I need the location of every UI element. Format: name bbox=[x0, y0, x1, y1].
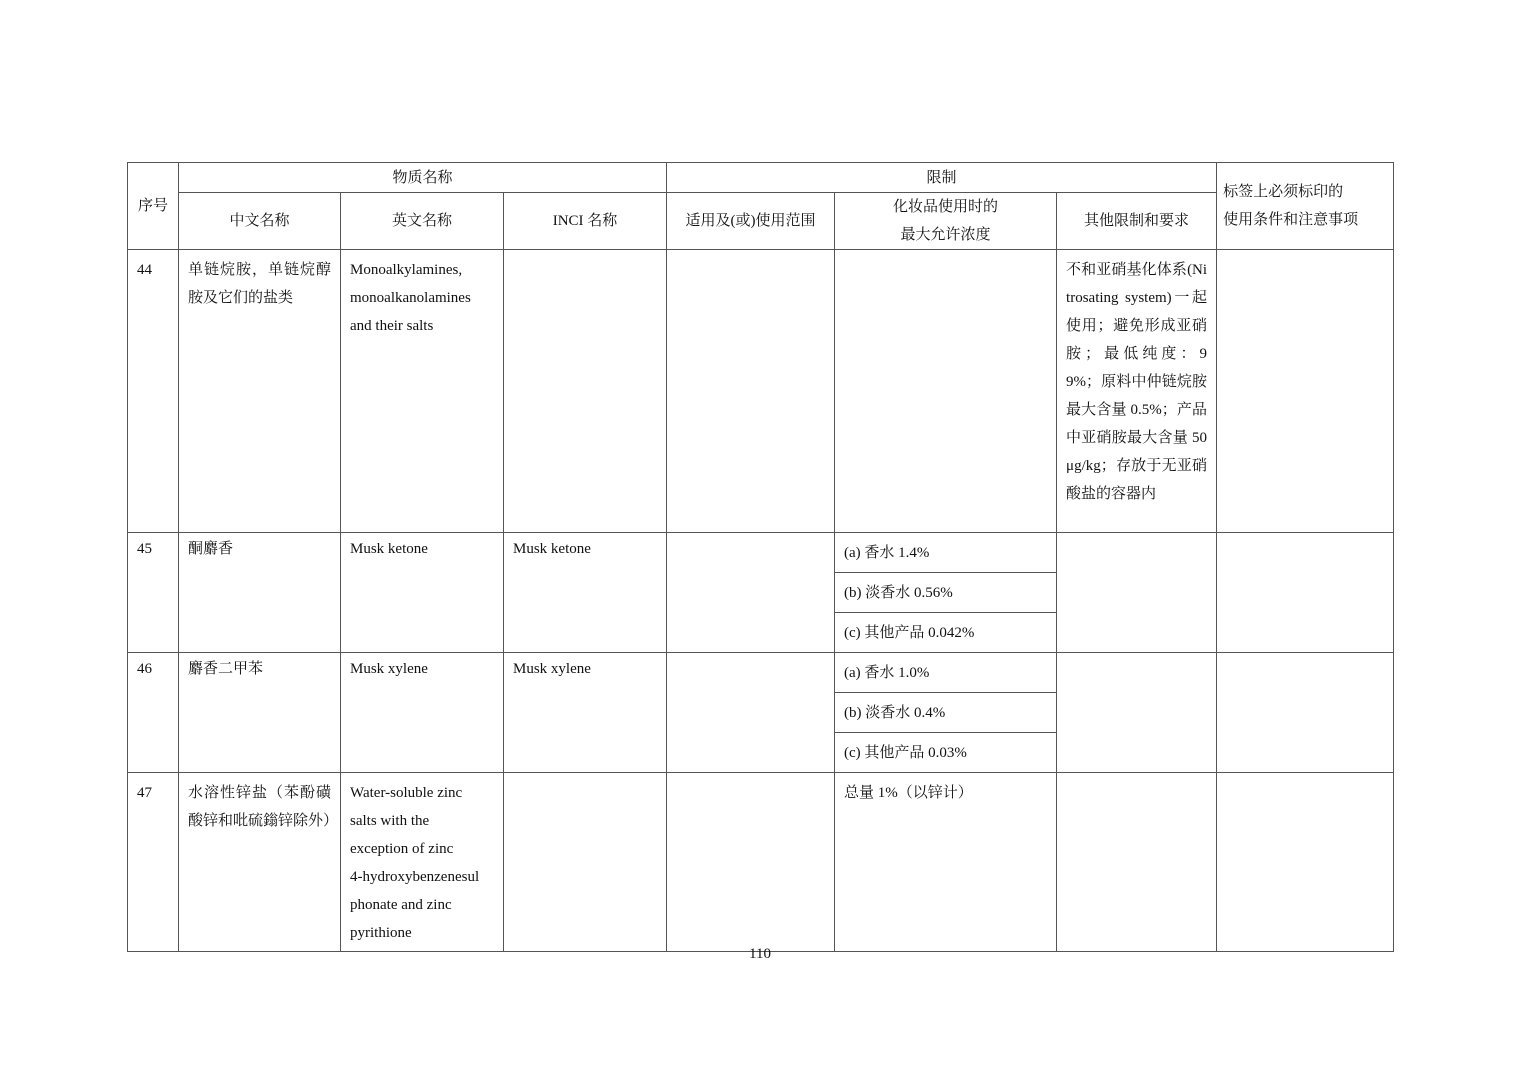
cell-other-limits bbox=[1057, 653, 1217, 773]
table-header-row-2 bbox=[128, 193, 1394, 250]
header-max-concentration bbox=[835, 193, 1057, 250]
cell-english-name: Musk xylene bbox=[341, 653, 504, 773]
table-row bbox=[128, 250, 1394, 533]
cell-chinese-name: 麝香二甲苯 bbox=[179, 653, 341, 773]
cell-max-concentration: (a) 香水 1.0% bbox=[835, 653, 1057, 693]
cell-max-concentration: (a) 香水 1.4% bbox=[835, 533, 1057, 573]
header-other-limits: 其他限制和要求 bbox=[1057, 193, 1217, 250]
header-label-warnings-line-2: 使用条件和注意事项 bbox=[1223, 212, 1359, 228]
header-max-conc-line-1: 化妆品使用时的 bbox=[893, 199, 999, 215]
cell-label-warnings bbox=[1217, 653, 1394, 773]
cell-chinese-name: 单链烷胺，单链烷醇胺及它们的盐类 bbox=[179, 250, 341, 533]
cell-scope bbox=[667, 533, 835, 653]
header-english-name: 英文名称 bbox=[341, 193, 504, 250]
table-header-row-1 bbox=[128, 163, 1394, 193]
cell-chinese-name: 水溶性锌盐（苯酚磺酸锌和吡硫鎓锌除外） bbox=[179, 773, 341, 952]
cell-max-concentration: (c) 其他产品 0.03% bbox=[835, 733, 1057, 773]
cell-chinese-name: 酮麝香 bbox=[179, 533, 341, 653]
header-inci-name: INCI 名称 bbox=[504, 193, 667, 250]
english-name-line: and their salts bbox=[350, 318, 434, 334]
regulation-table-container bbox=[127, 162, 1393, 952]
cell-label-warnings bbox=[1217, 773, 1394, 952]
header-label-warnings-line-1: 标签上必须标印的 bbox=[1223, 184, 1344, 200]
header-restrictions: 限制 bbox=[667, 163, 1217, 193]
english-name-line: monoalkanolamines bbox=[350, 290, 471, 306]
cell-other-limits bbox=[1057, 533, 1217, 653]
english-name-line: 4-hydroxybenzenesul bbox=[350, 869, 480, 885]
cell-scope bbox=[667, 250, 835, 533]
cell-max-concentration: (b) 淡香水 0.56% bbox=[835, 573, 1057, 613]
header-label-warnings bbox=[1217, 163, 1394, 250]
english-name-line: exception of zinc bbox=[350, 841, 454, 857]
cell-english-name bbox=[341, 250, 504, 533]
cell-max-concentration: 总量 1%（以锌计） bbox=[835, 773, 1057, 952]
cell-max-concentration: (c) 其他产品 0.042% bbox=[835, 613, 1057, 653]
header-chinese-name: 中文名称 bbox=[179, 193, 341, 250]
cell-no: 46 bbox=[128, 653, 179, 773]
cell-no: 44 bbox=[128, 250, 179, 533]
cell-english-name bbox=[341, 773, 504, 952]
cell-scope bbox=[667, 653, 835, 773]
header-max-conc-line-2: 最大允许浓度 bbox=[900, 227, 991, 243]
header-seq: 序号 bbox=[128, 163, 179, 250]
header-scope: 适用及(或)使用范围 bbox=[667, 193, 835, 250]
cell-english-name: Musk ketone bbox=[341, 533, 504, 653]
table-row bbox=[128, 533, 1394, 573]
table-row bbox=[128, 653, 1394, 693]
cell-no: 47 bbox=[128, 773, 179, 952]
cell-label-warnings bbox=[1217, 250, 1394, 533]
cell-no: 45 bbox=[128, 533, 179, 653]
cell-label-warnings bbox=[1217, 533, 1394, 653]
cell-inci bbox=[504, 250, 667, 533]
cell-inci bbox=[504, 773, 667, 952]
english-name-line: salts with the bbox=[350, 813, 430, 829]
cell-max-concentration bbox=[835, 250, 1057, 533]
cell-other-limits bbox=[1057, 773, 1217, 952]
cell-scope bbox=[667, 773, 835, 952]
cell-inci: Musk xylene bbox=[504, 653, 667, 773]
english-name-line: Monoalkylamines, bbox=[350, 262, 463, 278]
english-name-line: Water-soluble zinc bbox=[350, 785, 463, 801]
page-number: 110 bbox=[749, 946, 771, 962]
restricted-substances-table bbox=[127, 162, 1394, 952]
english-name-line: phonate and zinc bbox=[350, 897, 452, 913]
english-name-line: pyrithione bbox=[350, 925, 412, 941]
table-row bbox=[128, 773, 1394, 952]
cell-max-concentration: (b) 淡香水 0.4% bbox=[835, 693, 1057, 733]
cell-inci: Musk ketone bbox=[504, 533, 667, 653]
cell-other-limits: 不和亚硝基化体系(Nitrosating system)一起使用；避免形成亚硝胺；最低纯度：99%；原料中仲链烷胺最大含量 0.5%；产品中亚硝胺最大含量 50μg/kg；存放于无亚硝酸盐的容器内 bbox=[1057, 250, 1217, 533]
header-substance-name: 物质名称 bbox=[179, 163, 667, 193]
